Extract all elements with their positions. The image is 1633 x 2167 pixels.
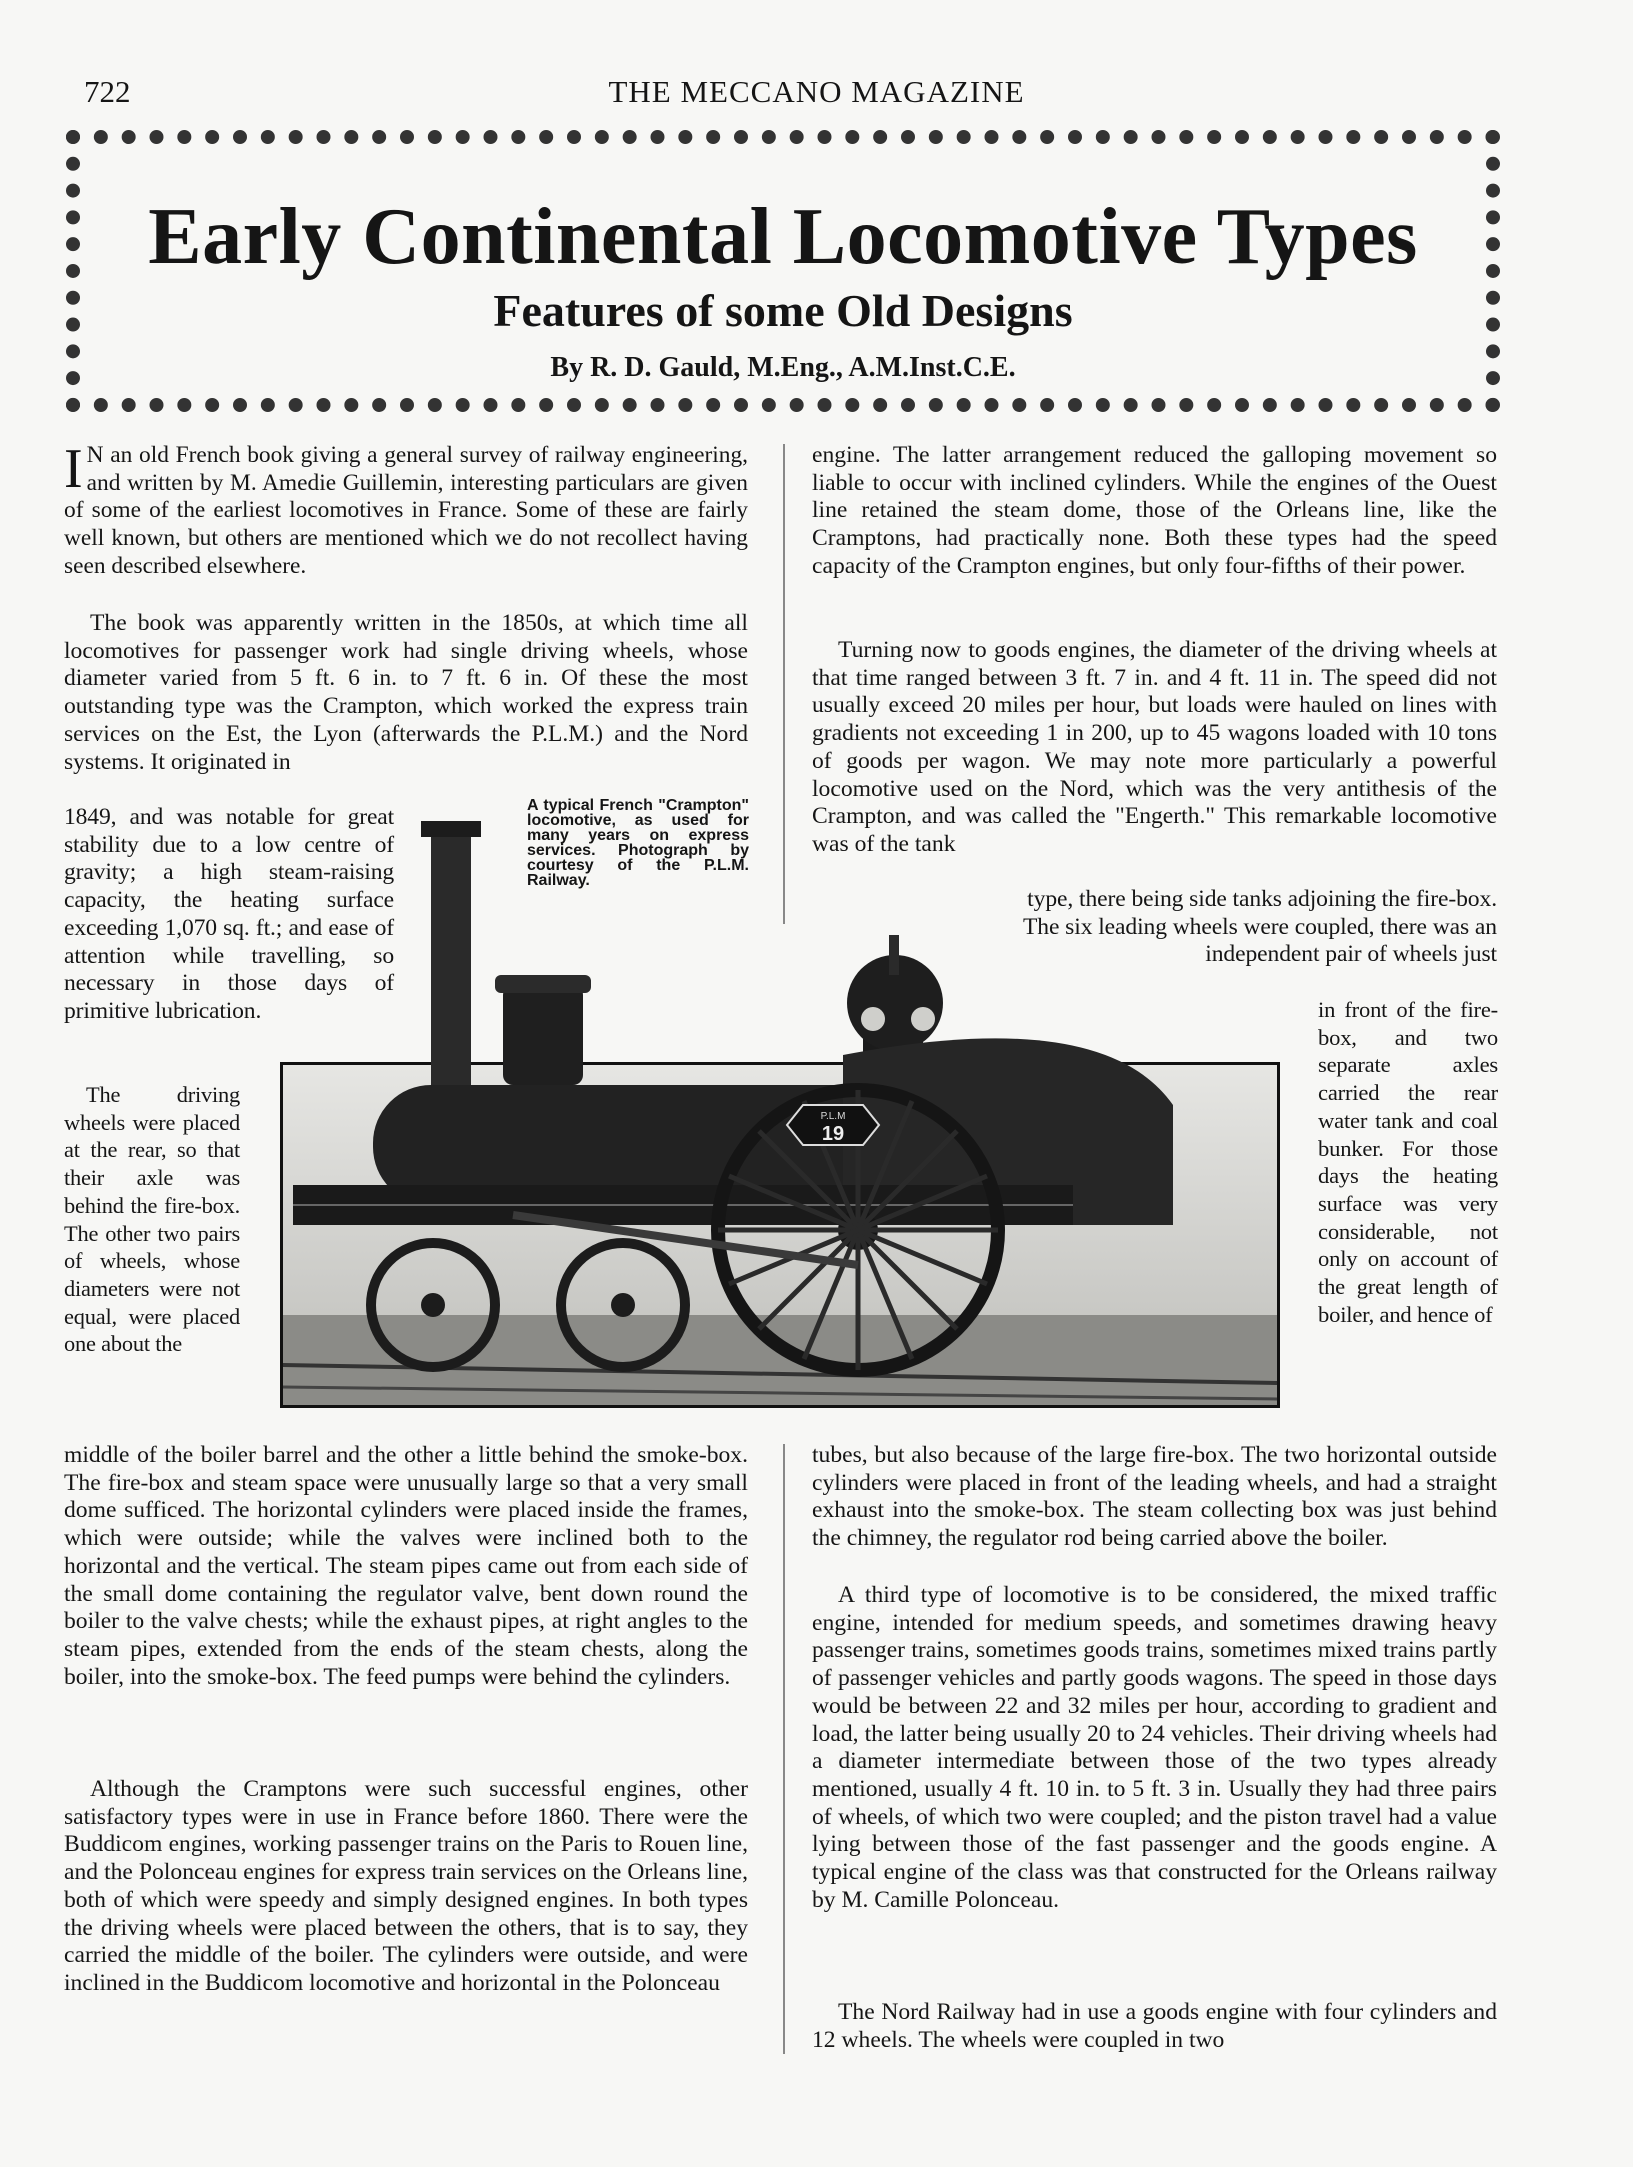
left-paragraph-2-text: The book was apparently written in the 1850s, at which time all locomotives for passenger work had single driving wheels, whose diameter varied from 5 ft. 6 in. to 7 ft. 6 in. Of these the most outstanding type was the Crampton, which worked the express train services on the Est, the Lyon (afterwards the P.L.M.) and the Nord systems. It originated in <box>64 610 748 775</box>
right-paragraph-4 <box>812 1582 1497 1914</box>
right-paragraph-5-text: The Nord Railway had in use a goods engine with four cylinders and 12 wheels. The wheels were coupled in two <box>812 1999 1497 2053</box>
left-paragraph-3-text: middle of the boiler barrel and the other a little behind the smoke-box. The fire-box and steam space were unusually large so that a very small dome sufficed. The horizontal cylinders were placed inside the frames, which were outside; while the valves were inclined both to the horizontal and the vertical. The steam pipes came out from each side of the small dome containing the regulator valve, bent down round the boiler to the valve chests; while the exhaust pipes, at right angles to the steam pipes, extended from the ends of the steam chests, along the boiler, into the smoke-box. The feed pumps were behind the cylinders. <box>64 1442 748 1690</box>
article-title: Early Continental Locomotive Types <box>148 193 1418 281</box>
right-paragraph-1-text: engine. The latter arrangement reduced the galloping movement so liable to occur with inclined cylinders. While the engines of the Ouest line retained the steam dome, those of the Orleans line, like the Cramptons, had practically none. Both these types had the speed capacity of the Crampton engines, but only four-fifths of their power. <box>812 442 1497 579</box>
right-paragraph-3 <box>812 1442 1497 1553</box>
left-paragraph-2-wrap <box>64 804 394 1026</box>
page-number: 722 <box>84 74 131 109</box>
right-paragraph-3-text: tubes, but also because of the large fire-box. The two horizontal outside cylinders were placed in front of the leading wheels, and had a straight exhaust into the smoke-box. The steam collecting box was just behind the chimney, the regulator rod being carried above the boiler. <box>812 1442 1497 1552</box>
left-paragraph-3-wrap-text: The driving wheels were placed at the rear, so that their axle was behind the fire-box. The other two pairs of wheels, whose diameters were not equal, were placed one about the <box>64 1082 240 1357</box>
right-paragraph-2 <box>812 637 1497 859</box>
column-rule-upper <box>783 444 785 924</box>
title-box <box>66 130 1500 412</box>
locomotive-number: 19 <box>821 1123 845 1145</box>
left-paragraph-1-text: N an old French book giving a general survey of railway engineering, and written by M. Amedie Guillemin, interesting particulars are given of some of the earliest locomotives in France. Some of these are fairly well known, but others are mentioned which we do not recollect having seen described elsewhere. <box>64 442 748 579</box>
left-paragraph-1 <box>64 438 748 581</box>
drop-cap: I <box>64 438 83 500</box>
byline: By R. D. Gauld, M.Eng., A.M.Inst.C.E. <box>550 352 1016 383</box>
left-paragraph-2 <box>64 610 748 776</box>
left-paragraph-4 <box>64 1776 748 1998</box>
left-paragraph-4-text: Although the Cramptons were such successful engines, other satisfactory types were in use in France before 1860. There were the Buddicom engines, working passenger trains on the Paris to Rouen line, and the Polonceau engines for express train services on the Orleans line, both of which were speedy and simply designed engines. In both types the driving wheels were placed between the others, that is to say, they carried the middle of the boiler. The cylinders were outside, and were inclined in the Buddicom locomotive and horizontal in the Polonceau <box>64 1776 748 1996</box>
magazine-name: THE MECCANO MAGAZINE <box>608 74 1025 109</box>
locomotive-plate-label: P.L.M <box>820 1111 846 1122</box>
locomotive-photo <box>280 1062 1280 1408</box>
right-paragraph-5 <box>812 1999 1497 2054</box>
right-paragraph-2-wrap-text: type, there being side tanks adjoining the fire-box. The six leading wheels were coupled, there was an independent pair of wheels just <box>1022 886 1497 968</box>
right-paragraph-1 <box>812 442 1497 581</box>
column-rule-lower <box>783 1444 785 2054</box>
left-paragraph-3 <box>64 1442 748 1691</box>
article-subtitle: Features of some Old Designs <box>493 285 1073 336</box>
right-paragraph-2-wrap <box>1012 886 1497 969</box>
right-paragraph-2-text: Turning now to goods engines, the diameter of the driving wheels at that time ranged between 3 ft. 7 in. and 4 ft. 11 in. The speed did not usually exceed 20 miles per hour, but loads were hauled on lines with gradients not exceeding 1 in 200, up to 45 wagons loaded with 10 tons of goods per wagon. We may note more particularly a powerful locomotive used on the Nord, which was the very antithesis of the Crampton, and was called the "Engerth." This remarkable locomotive was of the tank <box>812 637 1497 857</box>
left-paragraph-2-wrap-text: 1849, and was notable for great stability due to a low centre of gravity; a high steam-raising capacity, the heating surface exceeding 1,070 sq. ft.; and ease of attention while travelling, so necessary in those days of primitive lubrication. <box>64 804 394 1024</box>
right-paragraph-4-text: A third type of locomotive is to be considered, the mixed traffic engine, intended for medium speeds, and sometimes drawing heavy passenger trains, sometimes goods trains, sometimes mixed trains partly of passenger vehicles and partly goods wagons. The speed in those days would be between 22 and 32 miles per hour, according to gradient and load, the latter being usually 20 to 24 vehicles. Their driving wheels had a diameter intermediate between those of the two types already mentioned, usually 4 ft. 10 in. to 5 ft. 3 in. Usually they had three pairs of wheels, of which two were coupled; and the piston travel had a value lying between those of the fast passenger and the goods engine. A typical engine of the class was that constructed for the Orleans railway by M. Camille Polonceau. <box>812 1582 1497 1913</box>
running-head <box>0 74 1633 114</box>
left-paragraph-3-wrap <box>64 1081 240 1358</box>
right-paragraph-2-wrap2-text: in front of the fire-box, and two separate axles carried the rear water tank and coal bunker. For those days the heating surface was very considerable, not only on account of the great length of boiler, and hence of <box>1318 997 1498 1327</box>
right-paragraph-2-wrap2 <box>1318 996 1498 1328</box>
photo-caption: A typical French "Crampton" locomotive, as used for many years on express services. Photograph by courtesy of the P.L.M. Railway. <box>527 797 749 889</box>
locomotive-illustration <box>283 1065 1283 1411</box>
